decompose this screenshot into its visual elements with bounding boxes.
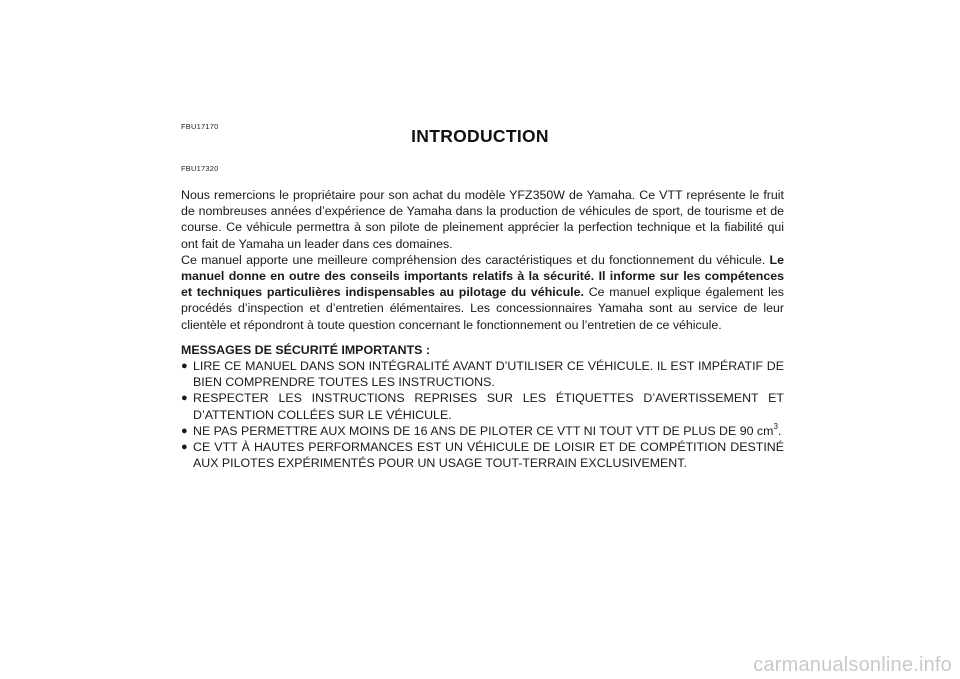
document-code-section: FBU17320 [181, 164, 219, 173]
paragraph-2-start: Ce manuel apporte une meilleure compréhension des caractéristiques et du fonctionnement du véhicule. [181, 252, 766, 267]
bullet-icon: ● [181, 392, 188, 405]
paragraph-2-end: Ce manuel explique également les procédés d’inspection et d’entretien élémentaires. Les concessionnaires Yamaha sont au service de leur clientèle et répondront à toute question concernant le fonctionnement ou l’entretien de ce véhicule. [181, 285, 785, 332]
safety-heading: MESSAGES DE SÉCURITÉ IMPORTANTS : [181, 342, 430, 357]
document-code-top: FBU17170 [181, 122, 219, 131]
intro-paragraph-2 [181, 252, 784, 333]
intro-paragraph-1: Nous remercions le propriétaire pour son achat du modèle YFZ350W de Yamaha. Ce VTT représente le fruit de nombreuses années d’expérience de Yamaha dans la production de véhicules de sport, de tourisme et de course. Ce véhicule permettra à son pilote de pleinement apprécier la perfection technique et la fiabilité qui ont fait de Yamaha un leader dans ces domaines. [181, 188, 784, 251]
bullet-icon: ● [181, 441, 188, 454]
safety-message-text: NE PAS PERMETTRE AUX MOINS DE 16 ANS DE PILOTER CE VTT NI TOUT VTT DE PLUS DE 90 cm [193, 423, 774, 438]
safety-message-text: CE VTT À HAUTES PERFORMANCES EST UN VÉHICULE DE LOISIR ET DE COMPÉTITION DESTINÉ AUX PILOTES EXPÉRIMENTÉS POUR UN USAGE TOUT-TERRAIN EXCLUSIVEMENT. [193, 440, 784, 471]
safety-message [181, 439, 784, 471]
safety-message [181, 423, 784, 439]
safety-message [181, 358, 784, 390]
bullet-icon: ● [181, 360, 188, 373]
intro-content [181, 187, 784, 471]
watermark: carmanualsonline.info [753, 654, 952, 676]
superscript-3: 3 [773, 421, 778, 431]
safety-messages-list [181, 358, 784, 471]
page-title: INTRODUCTION [411, 126, 549, 146]
paragraph-2-bold: Le manuel donne en outre des conseils importants relatifs à la sécurité. Il informe sur les compétences et techniques particulières indispensables au pilotage du véhicule. [181, 252, 784, 300]
safety-message [181, 390, 784, 422]
bullet-icon: ● [181, 424, 188, 437]
safety-message-period: . [777, 423, 782, 438]
safety-message-text: LIRE CE MANUEL DANS SON INTÉGRALITÉ AVANT D’UTILISER CE VÉHICULE. IL EST IMPÉRATIF DE BIEN COMPRENDRE TOUTES LES INSTRUCTIONS. [193, 359, 784, 390]
safety-message-text: RESPECTER LES INSTRUCTIONS REPRISES SUR LES ÉTIQUETTES D’AVERTISSEMENT ET D’ATTENTION COLLÉES SUR LE VÉHICULE. [193, 391, 784, 422]
